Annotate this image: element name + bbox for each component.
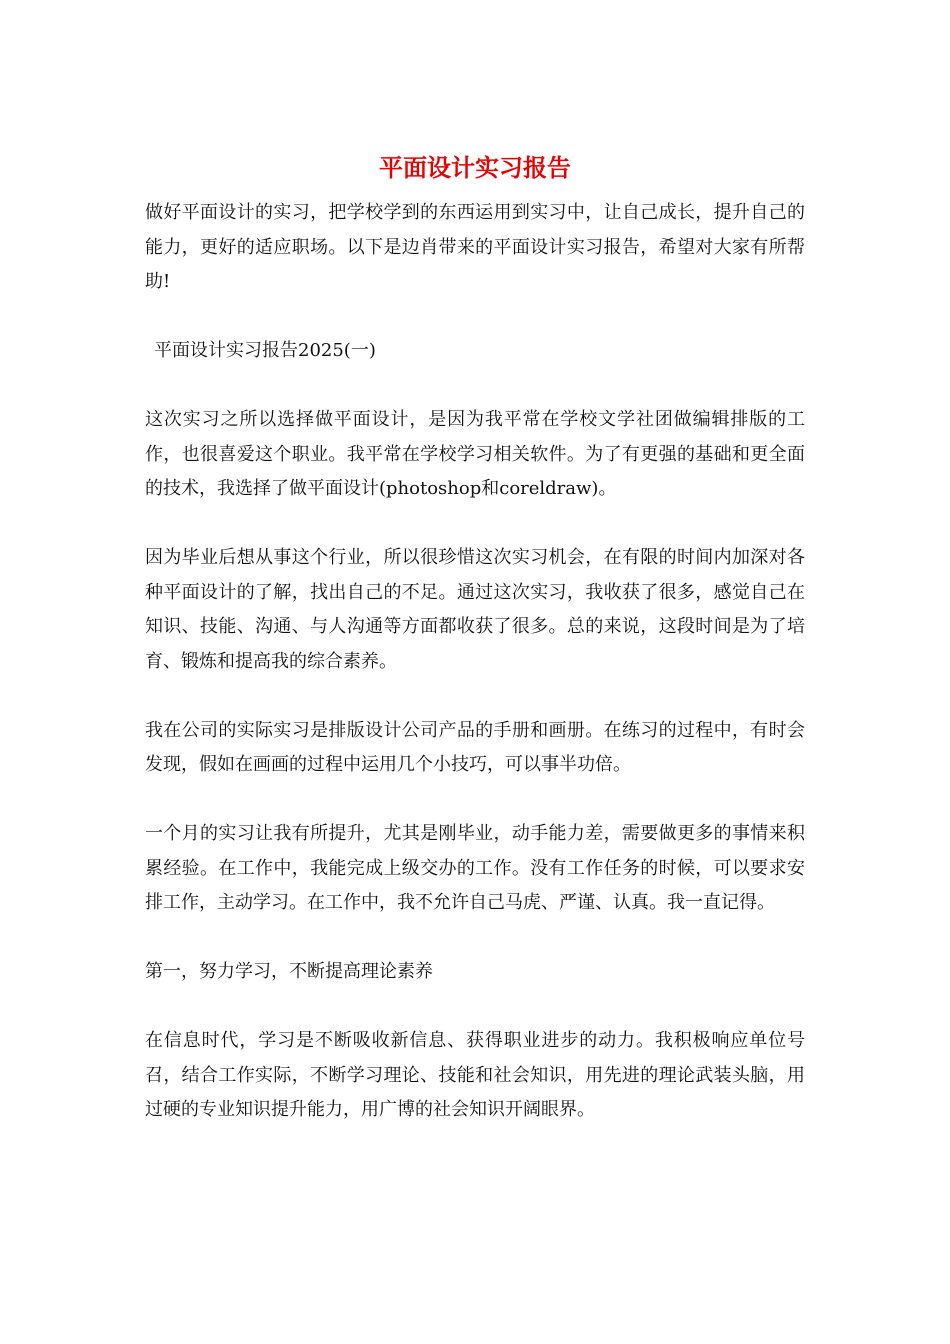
subsection-heading: 第一，努力学习，不断提高理论素养 (145, 961, 433, 982)
body-paragraph: 在信息时代，学习是不断吸收新信息、获得职业进步的动力。我积极响应单位号召，结合工作实际，不断学习理论、技能和社会知识，用先进的理论武装头脑，用过硬的专业知识提升能力，用广博的社会知识开阔眼界。 (145, 1030, 805, 1120)
body-paragraph: 因为毕业后想从事这个行业，所以很珍惜这次实习机会，在有限的时间内加深对各种平面设计的了解，找出自己的不足。通过这次实习，我收获了很多，感觉自己在知识、技能、沟通、与人沟通等方面都收获了很多。总的来说，这段时间是为了培育、锻炼和提高我的综合素养。 (145, 547, 805, 672)
section-heading: 平面设计实习报告2025(一) (154, 340, 376, 361)
document-title: 平面设计实习报告 (379, 153, 571, 182)
body-paragraph: 我在公司的实际实习是排版设计公司产品的手册和画册。在练习的过程中，有时会发现，假如在画画的过程中运用几个小技巧，可以事半功倍。 (145, 719, 805, 775)
document-body (145, 196, 805, 1162)
body-paragraph: 这次实习之所以选择做平面设计，是因为我平常在学校文学社团做编辑排版的工作，也很喜爱这个职业。我平常在学校学习相关软件。为了有更强的基础和更全面的技术，我选择了做平面设计(photoshop和coreldraw)。 (145, 409, 805, 499)
body-paragraph: 一个月的实习让我有所提升，尤其是刚毕业，动手能力差，需要做更多的事情来积累经验。在工作中，我能完成上级交办的工作。没有工作任务的时候，可以要求安排工作，主动学习。在工作中，我不允许自己马虎、严谨、认真。我一直记得。 (145, 823, 805, 913)
intro-paragraph: 做好平面设计的实习，把学校学到的东西运用到实习中，让自己成长，提升自己的能力，更好的适应职场。以下是边肖带来的平面设计实习报告，希望对大家有所帮助! (145, 202, 805, 292)
